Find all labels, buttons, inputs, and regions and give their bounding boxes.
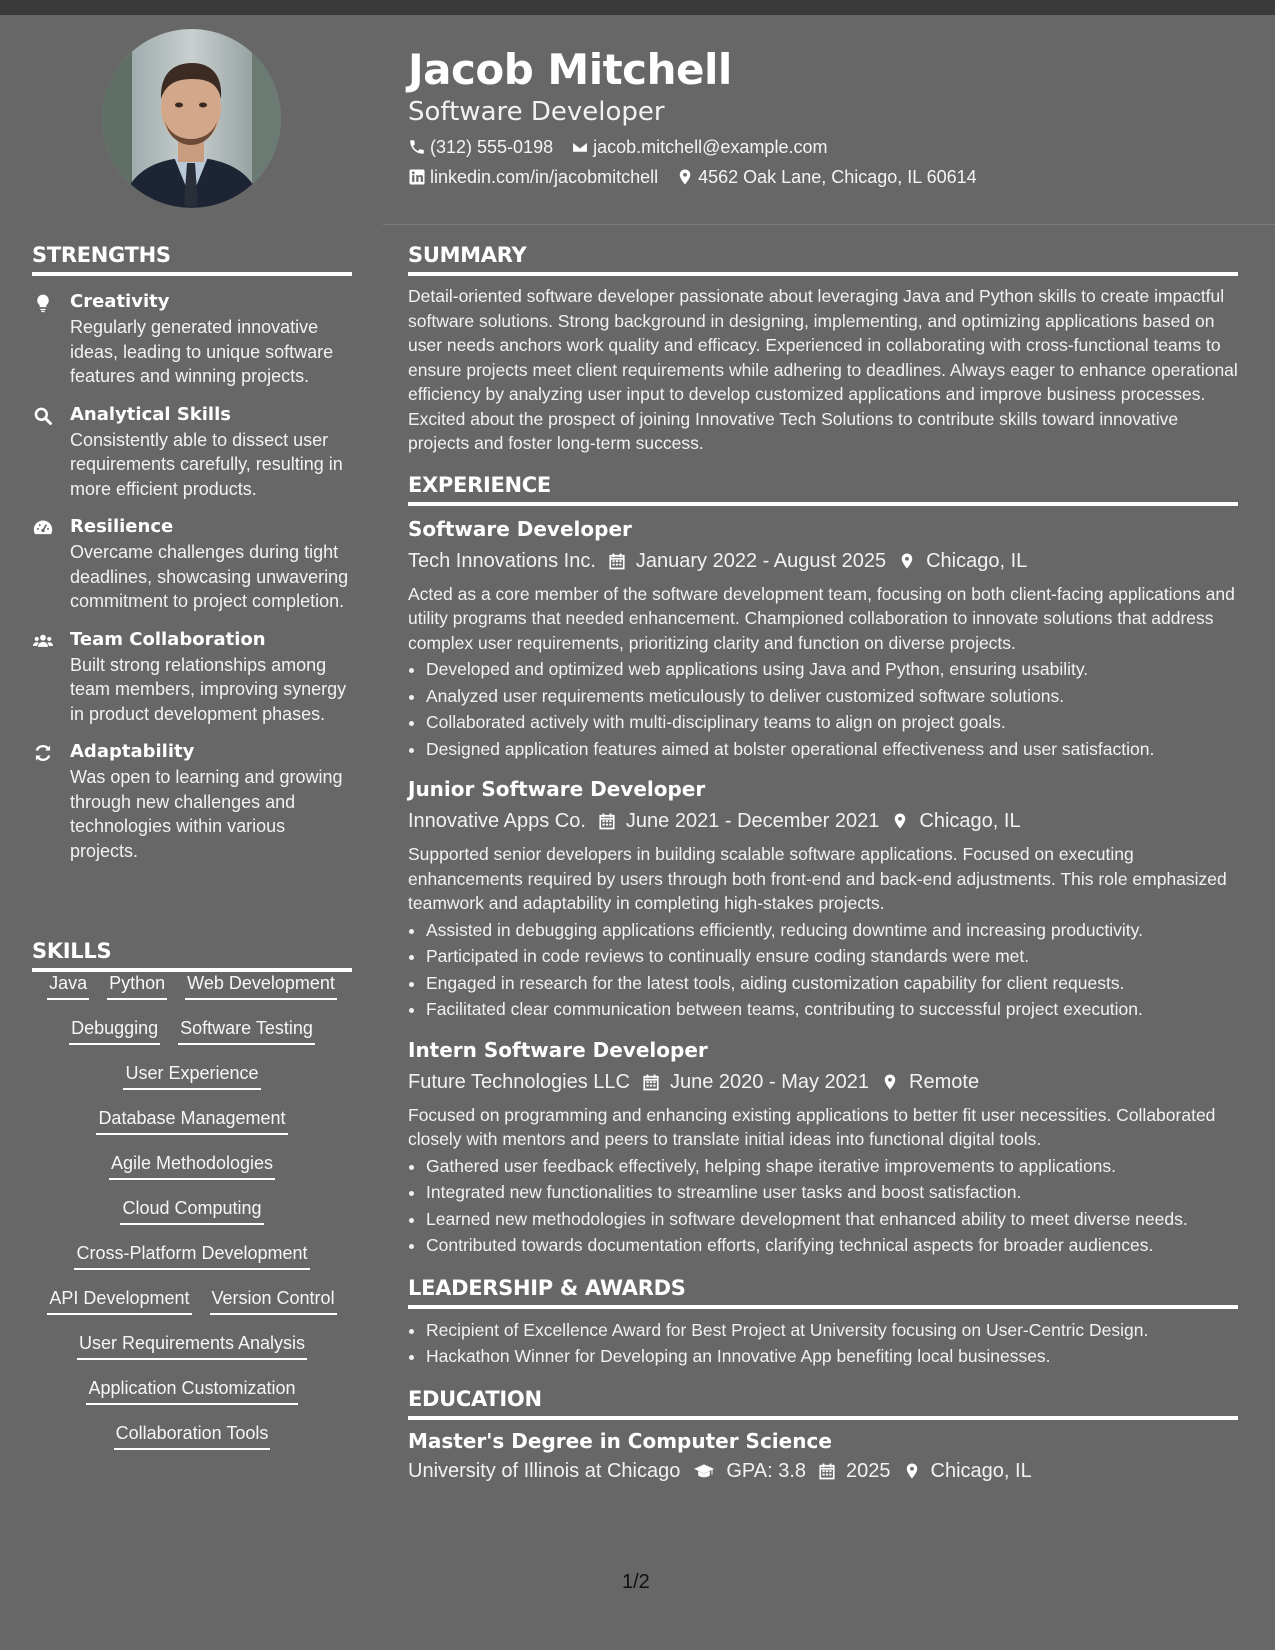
job-location: Remote [909,1070,980,1093]
bullet-item: • Integrated new functionalities to streamline user tasks and boost satisfaction. [426,1179,1238,1206]
skills-section [32,938,352,1467]
phone-icon [408,138,426,156]
skill-tag: User Requirements Analysis [77,1332,307,1360]
bullet-item: • Participated in code reviews to continually ensure coding standards were met. [426,943,1238,970]
job-dates: June 2021 - December 2021 [625,810,880,832]
gauge-icon [32,518,54,538]
main-column [408,242,1238,1484]
skill-tag: Python [107,972,167,1000]
job-company: Tech Innovations Inc. [408,549,596,572]
skill-row [32,1107,352,1152]
strength-desc: Consistently able to dissect user requirements carefully, resulting in more efficient products. [70,429,343,499]
bullet-item: • Gathered user feedback effectively, helping shape iterative improvements to applications. [426,1153,1238,1180]
contact-row-2 [408,166,1238,188]
job-meta [408,548,1238,574]
calendar-icon [598,811,616,831]
strength-title: Team Collaboration [70,628,266,650]
skill-tag: Cloud Computing [120,1197,263,1225]
job-entry [408,516,1238,763]
leadership-bullets [408,1317,1238,1370]
job-dates: January 2022 - August 2025 [635,549,887,572]
school-name: University of Illinois at Chicago [408,1459,681,1482]
resume-header [408,44,1238,188]
job-location: Chicago, IL [919,810,1021,832]
bullet-item: • Analyzed user requirements meticulously to deliver customized software solutions. [426,683,1238,710]
job-meta [408,808,1238,834]
graduation-cap-icon [692,1461,716,1481]
phone-text: (312) 555-0198 [430,137,554,157]
skill-row [32,972,352,1017]
profile-photo [102,29,281,208]
skill-row [32,1377,352,1422]
candidate-role: Software Developer [408,97,665,127]
email-contact[interactable] [571,136,827,158]
education-rule [408,1416,1238,1420]
job-entry [408,1037,1238,1259]
bullet-item: • Recipient of Excellence Award for Best Project at University focusing on User-Centric Design. [426,1317,1238,1344]
strengths-heading: STRENGTHS [32,243,171,267]
refresh-icon [32,743,54,763]
location-pin-icon [891,811,909,831]
job-description: Supported senior developers in building scalable software applications. Focused on executing enhancements required by users through both front-end and back-end adjustments. This role emphasized teamwork and adaptability in completing high-stakes projects. [408,844,1227,913]
location-pin-icon [903,1461,921,1481]
job-title: Intern Software Developer [408,1037,708,1062]
summary-rule [408,272,1238,276]
summary-heading: SUMMARY [408,243,527,267]
strength-title: Adaptability [70,741,195,762]
bullet-item: • Facilitated clear communication between teams, contributing to successful project execution. [426,996,1238,1023]
calendar-icon [642,1072,660,1092]
strength-desc: Built strong relationships among team members, improving synergy in product development phases. [70,654,347,724]
skill-row [32,1152,352,1197]
calendar-icon [608,551,626,571]
skills-heading: SKILLS [32,939,112,963]
job-entry [408,776,1238,1023]
phone-contact[interactable] [408,136,553,158]
strength-item [32,291,352,389]
skill-row [32,1062,352,1107]
header-divider [383,224,1275,225]
strength-item [32,516,352,614]
gpa: GPA: 3.8 [726,1459,807,1482]
calendar-icon [818,1461,836,1481]
strength-desc: Regularly generated innovative ideas, leading to unique software features and winning projects. [70,317,334,386]
skill-tag: Version Control [210,1287,337,1315]
education-meta [408,1458,1238,1484]
strengths-rule [32,272,352,276]
strength-item [32,629,352,727]
education-heading: EDUCATION [408,1386,542,1411]
candidate-name: Jacob Mitchell [408,45,732,94]
strength-title: Creativity [70,291,170,312]
bullet-item: • Developed and optimized web applications using Java and Python, ensuring usability. [426,656,1238,683]
summary-text: Detail-oriented software developer passionate about leveraging Java and Python skills to create impactful software solutions. Strong background in designing, implementing, and optimizing applications based on user needs anchors work quality and efficacy. Experienced in collaborating with cross-functional teams to ensure projects meet client requirements while adhering to deadlines. Always eager to enhance operational efficiency by analyzing user input to develop customized applications and improve business processes. Excited about the prospect of joining Innovative Tech Solutions to contribute skills toward innovative projects and foster long-term success. [408,286,1238,453]
location-pin-icon [898,551,916,571]
strength-title: Resilience [70,516,174,537]
skill-row [32,1017,352,1062]
email-text: jacob.mitchell@example.com [593,137,828,157]
job-company: Innovative Apps Co. [408,810,586,832]
skill-tag: Java [47,972,89,1000]
strength-item [32,741,352,863]
bullet-item: • Hackathon Winner for Developing an Innovative App benefiting local businesses. [426,1343,1238,1370]
skill-row [32,1287,352,1332]
linkedin-contact[interactable] [408,166,658,188]
skill-tag: Database Management [96,1107,287,1135]
job-description: Acted as a core member of the software development team, focusing on both client-facing applications and utility programs that needed enhancement. Championed collaboration to innovate solutions that address complex user requirements, prioritizing clarity and function on diverse projects. [408,583,1235,653]
envelope-icon [571,138,589,156]
skill-tag: Software Testing [178,1017,315,1045]
bullet-item: • Learned new methodologies in software development that enhanced ability to meet diverse needs. [426,1206,1238,1233]
job-location: Chicago, IL [926,549,1028,572]
experience-section [408,472,1238,1259]
location-pin-icon [676,168,694,186]
job-title: Junior Software Developer [408,777,706,801]
skill-row [32,1242,352,1287]
bullet-item: • Designed application features aimed at bolster operational effectiveness and user satisfaction. [426,736,1238,763]
page-number: 1/2 [622,1571,650,1593]
school-location: Chicago, IL [930,1459,1032,1482]
education-section [408,1386,1238,1484]
skill-tag: Agile Methodologies [109,1152,275,1180]
skill-tag: Application Customization [86,1377,297,1405]
skill-tag: API Development [47,1287,191,1315]
job-description: Focused on programming and enhancing existing applications to better fit user necessities. Collaborated closely with mentors and peers to translate initial ideas into functional digital tools. [408,1104,1216,1149]
experience-rule [408,502,1238,506]
bullet-item: • Contributed towards documentation efforts, clarifying technical aspects for broader audiences. [426,1232,1238,1259]
strengths-section [32,242,352,863]
job-bullets [408,917,1238,1023]
leadership-heading: LEADERSHIP & AWARDS [408,1275,686,1300]
experience-heading: EXPERIENCE [408,472,551,497]
job-bullets [408,656,1238,762]
linkedin-text: linkedin.com/in/jacobmitchell [430,167,659,187]
lightbulb-icon [32,293,54,313]
search-icon [32,406,54,426]
job-dates: June 2020 - May 2021 [670,1070,870,1093]
users-icon [32,631,54,651]
skill-tag: Collaboration Tools [114,1422,271,1450]
bullet-item: • Collaborated actively with multi-disciplinary teams to align on project goals. [426,709,1238,736]
leadership-rule [408,1305,1238,1309]
skill-tag: Debugging [69,1017,160,1045]
skill-row [32,1197,352,1242]
top-bar [0,0,1275,15]
graduation-year: 2025 [846,1459,891,1482]
bullet-item: • Engaged in research for the latest tools, aiding customization capability for client requests. [426,970,1238,997]
address-text: 4562 Oak Lane, Chicago, IL 60614 [698,167,977,187]
strength-item [32,404,352,502]
skill-row [32,1422,352,1467]
skill-tag: Cross-Platform Development [74,1242,309,1270]
strength-desc: Overcame challenges during tight deadlines, showcasing unwavering commitment to project completion. [70,542,349,611]
job-meta [408,1069,1238,1095]
strength-desc: Was open to learning and growing through new challenges and technologies within various projects. [70,767,343,861]
address-contact [676,166,977,188]
job-title: Software Developer [408,516,632,541]
skill-tag: User Experience [123,1062,260,1090]
location-pin-icon [881,1072,899,1092]
skill-tag: Web Development [185,972,337,1000]
bullet-item: • Assisted in debugging applications efficiently, reducing downtime and increasing productivity. [426,917,1238,944]
skill-row [32,1332,352,1377]
contact-row-1 [408,136,1238,158]
job-bullets [408,1153,1238,1259]
leadership-section [408,1275,1238,1370]
job-company: Future Technologies LLC [408,1070,630,1093]
linkedin-icon [408,168,426,186]
degree-title: Master's Degree in Computer Science [408,1428,832,1453]
strength-title: Analytical Skills [70,403,231,425]
